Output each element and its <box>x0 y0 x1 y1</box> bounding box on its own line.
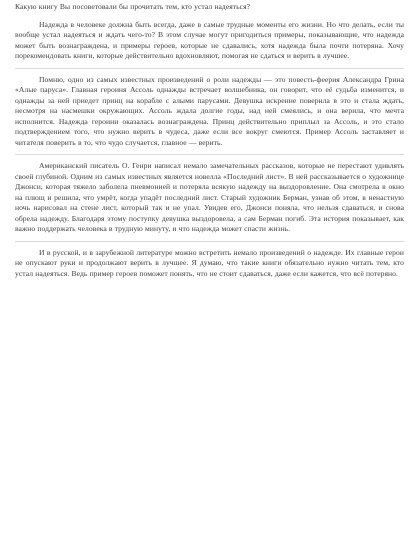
section-divider <box>15 68 404 69</box>
body-paragraph-2: Американский писатель О. Генри написал немало замечательных рассказов, которые не перестают удивлять своей глубиной. Одним из самых известных является новелла «Последний лист». В ней рассказывается о художнице Джонси, которая тяжело заболела пневмонией и потеряла всякую надежду на выздоровление. Она смотрела в окно на плющ и решила, что умрёт, когда упадёт последний лист. Старый художник Берман, узнав об этом, в ненастную ночь нарисовал на стене лист, который так и не упал. Увидев его, Джонси поняла, что нельзя сдаваться, и снова обрела надежду. Благодаря этому поступку девушка выздоровела, а сам Берман погиб. Эта история показывает, как важно поддержать человека в трудную минуту, и что надежда может спасти жизнь. <box>15 161 404 233</box>
body-paragraph-1: Помню, одно из самых известных произведений о роли надежды — это повесть-феерия Александра Грина «Алые паруса». Главная героиня Ассоль однажды встречает волшебника, он говорит, что её судьба изменится, и однажды за ней приедет принц на корабле с алыми парусами. Девушка искренне поверила в это и стала ждать, несмотря на насмешки окружающих. Ассоль ждала долгие годы, над ней смеялись, и она верила, что мечта исполнится. Надежда героини оказалась вознаграждена. Принц действительно приплыл за Ассоль, и это стало подтверждением того, что нужно верить в чудеса, даже если все вокруг смеются. Пример Ассоль заставляет и читателя поверить в то, что чудо случается, главное — верить. <box>15 74 404 147</box>
section-divider <box>15 241 404 242</box>
question-heading: Какую книгу Вы посоветовали бы прочитать тем, кто устал надеяться? <box>15 2 251 11</box>
section-divider <box>15 154 404 155</box>
conclusion-paragraph: И в русской, и в зарубежной литературе можно встретить немало произведений о надежде. Их главные герои не опускают руки и продолжают верить в лучшее. Я думаю, что такие книги обязательно нужно читать тем, кто устал надеяться. Ведь пример героев поможет понять, что не стоит сдаваться, даже если кажется, что всё потеряно. <box>15 247 404 278</box>
intro-paragraph: Надежда в человеке должна быть всегда, даже в самые трудные моменты его жизни. Но что делать, если ты вообще устал надеяться и ждать чего-то? В этом случае могут пригодиться примеры, показывающие, что надежда может быть вознаграждена, и примеры героев, которые не сдавались, хотя надежда была почти потеряна. Хочу порекомендовать книги, которые действительно вдохновляют, помогая не сдаться и верить в лучшее. <box>15 19 404 60</box>
